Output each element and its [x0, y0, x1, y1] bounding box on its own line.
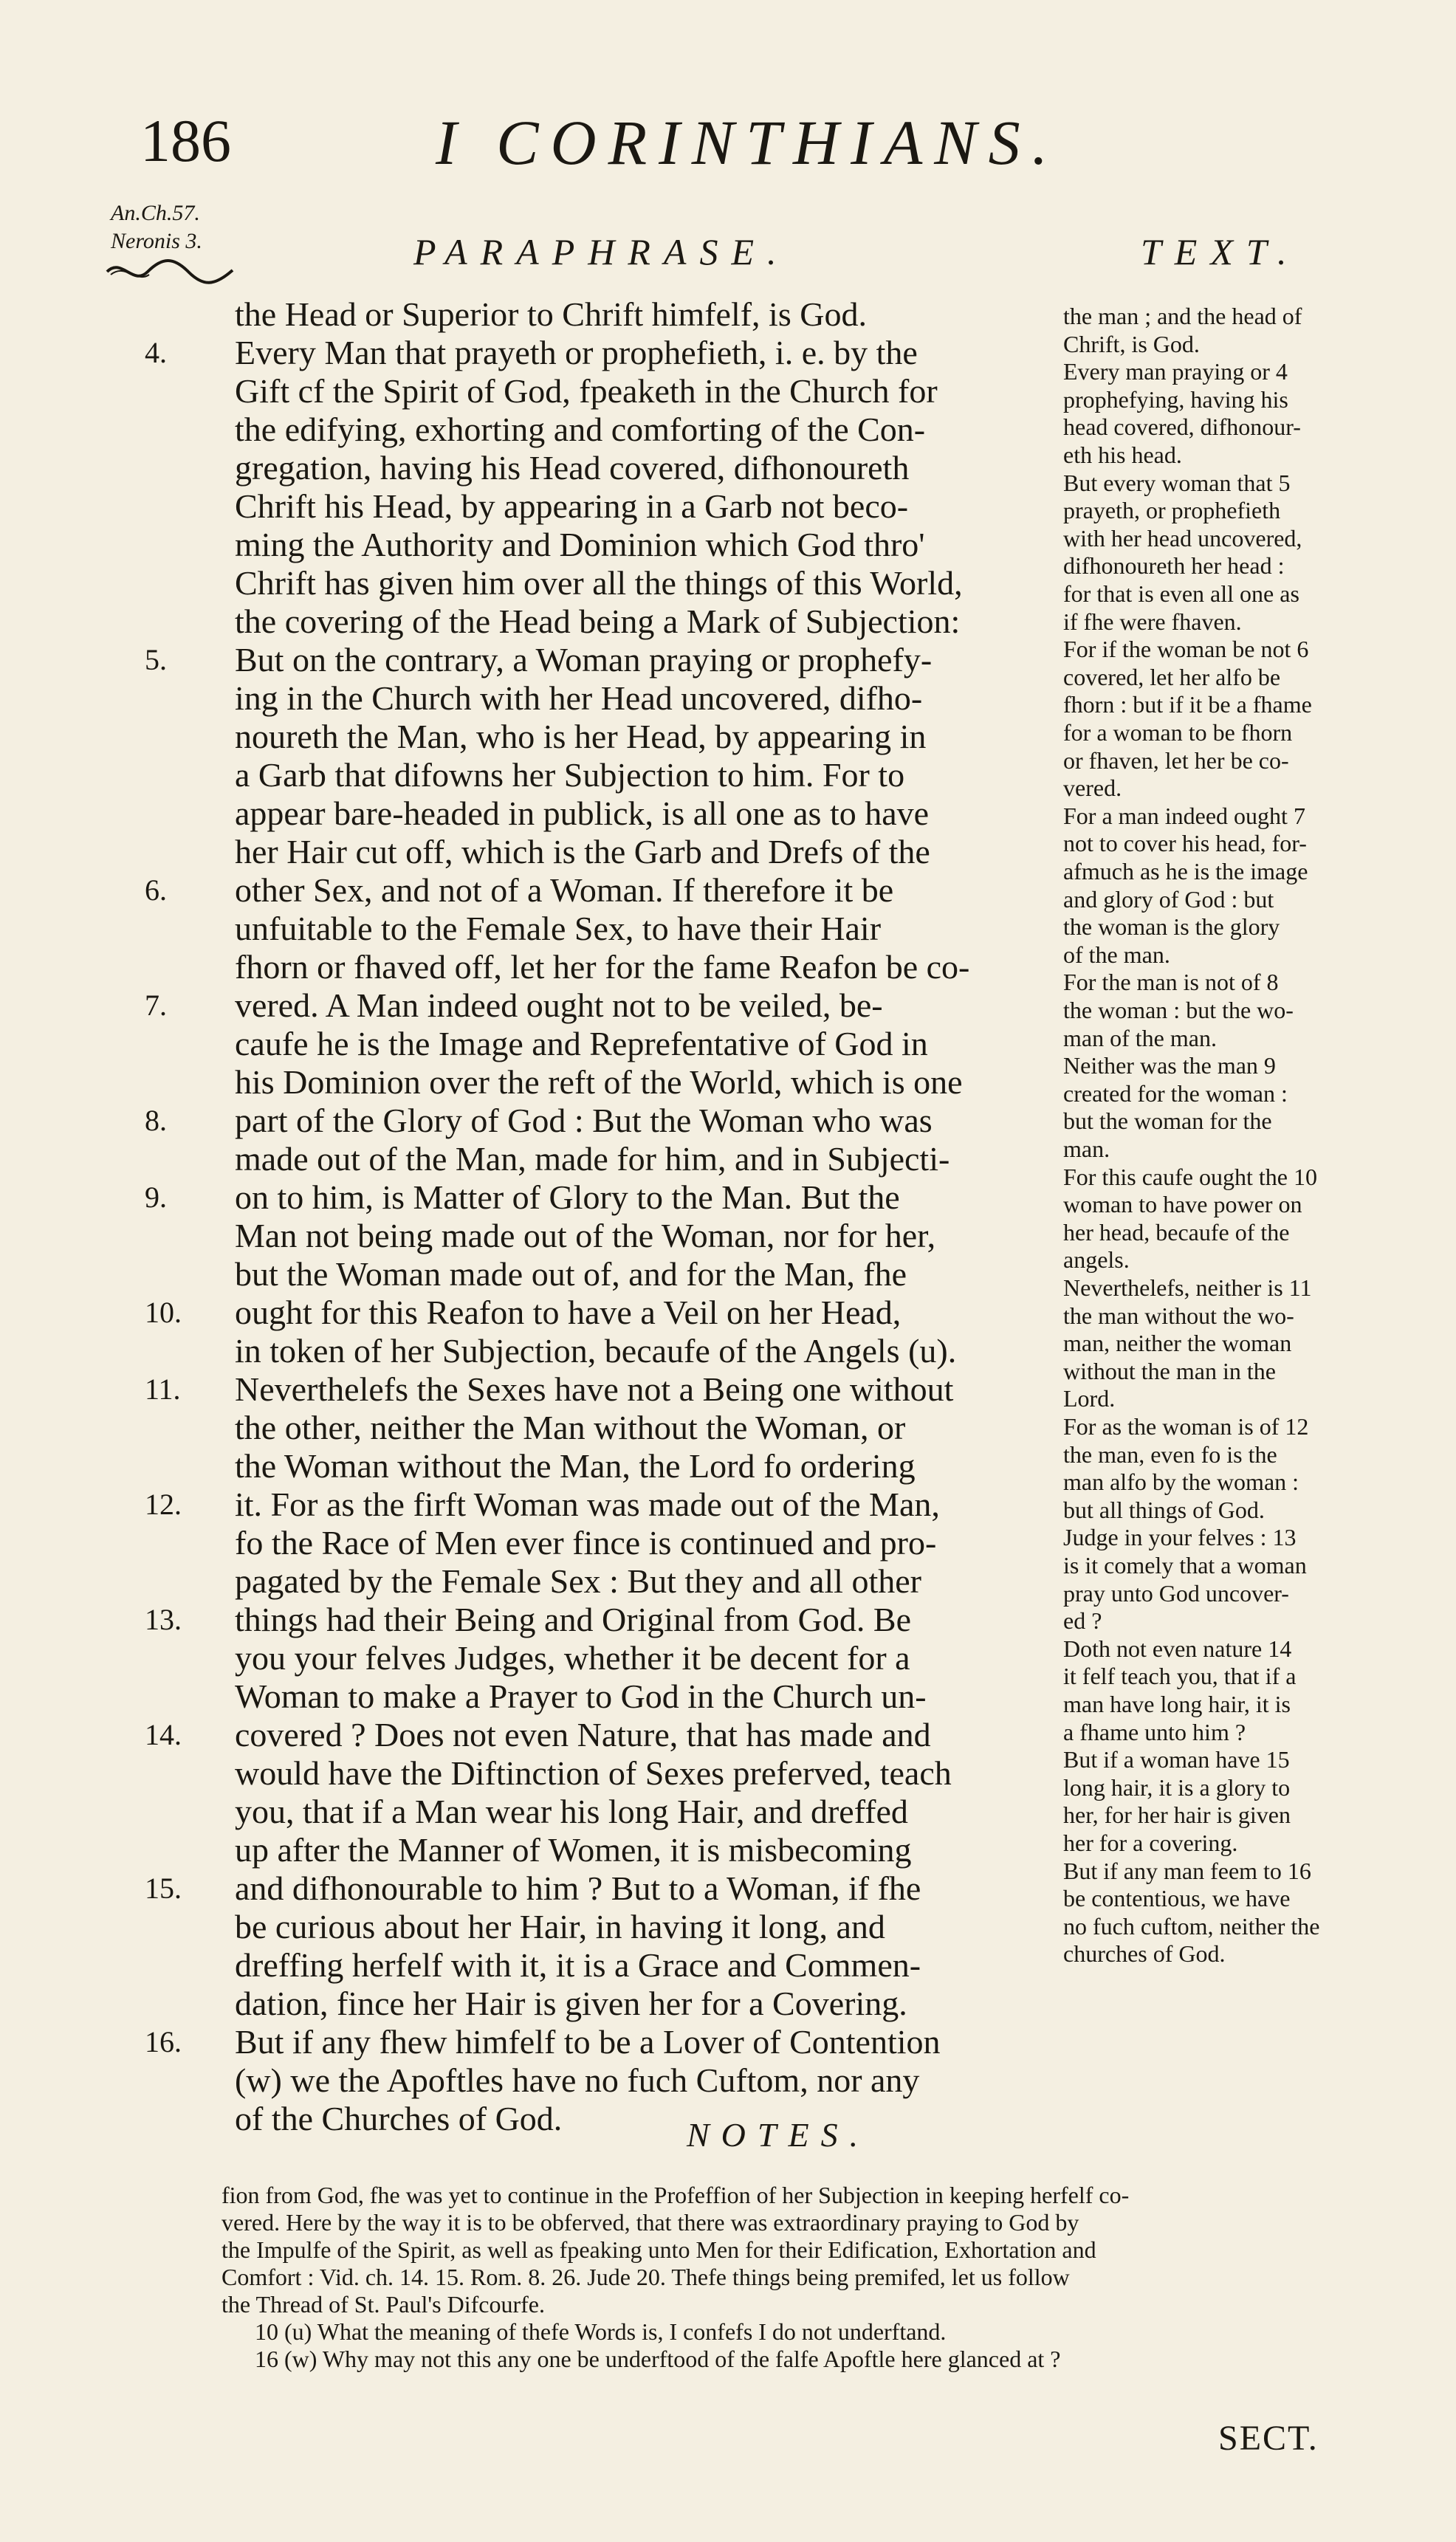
- side-note-year: [111, 199, 202, 255]
- verse-number: 6.: [145, 873, 167, 907]
- paraphrase-line: would have the Diftinction of Sexes preferved, teach: [235, 1754, 952, 1792]
- paraphrase-line: pagated by the Female Sex : But they and all other: [235, 1562, 921, 1600]
- ornament-flourish-icon: [103, 257, 236, 286]
- note-line: Comfort : Vid. ch. 14. 15. Rom. 8. 26. Jude 20. Thefe things being premifed, let us follow: [222, 2264, 1070, 2290]
- verse-number: 7.: [145, 989, 167, 1022]
- paraphrase-line: on to him, is Matter of Glory to the Man. But the: [235, 1178, 900, 1216]
- paraphrase-line: Chrift has given him over all the things of this World,: [235, 564, 963, 602]
- text-line: no fuch cuftom, neither the: [1063, 1913, 1320, 1940]
- text-line: Neverthelefs, neither is 11: [1063, 1274, 1312, 1301]
- note-line: fion from God, fhe was yet to continue in the Profeffion of her Subjection in keeping herfelf co-: [222, 2182, 1130, 2208]
- text-line: Neither was the man 9: [1063, 1052, 1276, 1079]
- text-line: man have long hair, it is: [1063, 1691, 1291, 1717]
- paraphrase-line: vered. A Man indeed ought not to be veiled, be-: [235, 986, 883, 1024]
- text-line: her head, becaufe of the: [1063, 1219, 1290, 1246]
- paraphrase-line: in token of her Subjection, becaufe of the Angels (u).: [235, 1332, 957, 1370]
- paraphrase-line: unfuitable to the Female Sex, to have their Hair: [235, 910, 882, 947]
- paraphrase-line: the covering of the Head being a Mark of Subjection:: [235, 602, 961, 640]
- text-line: fhorn : but if it be a fhame: [1063, 691, 1312, 718]
- text-line: For if the woman be not 6: [1063, 636, 1309, 662]
- paraphrase-line: and difhonourable to him ? But to a Woman, if fhe: [235, 1869, 921, 1907]
- paraphrase-line: made out of the Man, made for him, and in Subjecti-: [235, 1140, 950, 1178]
- text-line: man alfo by the woman :: [1063, 1468, 1299, 1495]
- text-line: of the man.: [1063, 941, 1170, 968]
- running-title: I CORINTHIANS.: [436, 107, 1060, 178]
- note-line: the Impulfe of the Spirit, as well as fpeaking unto Men for their Edification, Exhortation and: [222, 2236, 1096, 2263]
- paraphrase-line: (w) we the Apoftles have no fuch Cuftom, nor any: [235, 2061, 920, 2099]
- paraphrase-line: ing in the Church with her Head uncovered, difho-: [235, 679, 923, 717]
- note-line: 10 (u) What the meaning of thefe Words is, I confefs I do not underftand.: [255, 2318, 947, 2345]
- text-line: man.: [1063, 1136, 1110, 1162]
- text-line: not to cover his head, for-: [1063, 830, 1307, 856]
- side-note-line: Neronis 3.: [111, 228, 202, 253]
- paraphrase-line: Neverthelefs the Sexes have not a Being one without: [235, 1370, 954, 1408]
- text-line: the man ; and the head of: [1063, 303, 1302, 329]
- paraphrase-line: the Head or Superior to Chrift himfelf, is God.: [235, 295, 867, 333]
- text-line: her for a covering.: [1063, 1830, 1238, 1856]
- verse-number: 4.: [145, 336, 167, 369]
- text-line: man of the man.: [1063, 1025, 1217, 1051]
- verse-number: 13.: [145, 1603, 182, 1636]
- text-line: pray unto God uncover-: [1063, 1580, 1289, 1607]
- text-line: the woman is the glory: [1063, 913, 1280, 940]
- notes-heading: NOTES.: [687, 2116, 870, 2154]
- paraphrase-line: Every Man that prayeth or prophefieth, i. e. by the: [235, 334, 918, 371]
- paraphrase-line: But if any fhew himfelf to be a Lover of Contention: [235, 2023, 941, 2061]
- verse-number: 16.: [145, 2025, 182, 2058]
- paraphrase-line: of the Churches of God.: [235, 2100, 563, 2137]
- text-line: For as the woman is of 12: [1063, 1413, 1309, 1440]
- text-line: be contentious, we have: [1063, 1885, 1291, 1911]
- text-line: For a man indeed ought 7: [1063, 803, 1305, 829]
- paraphrase-line: the Woman without the Man, the Lord fo ordering: [235, 1447, 916, 1485]
- text-line: Judge in your felves : 13: [1063, 1524, 1297, 1550]
- text-line: prophefying, having his: [1063, 386, 1288, 413]
- text-line: prayeth, or prophefieth: [1063, 497, 1281, 523]
- verse-number: 9.: [145, 1181, 167, 1214]
- paraphrase-line: a Garb that difowns her Subjection to him. For to: [235, 756, 905, 794]
- paraphrase-line: noureth the Man, who is her Head, by appearing in: [235, 718, 927, 755]
- page-number: 186: [140, 107, 231, 174]
- paraphrase-line: things had their Being and Original from God. Be: [235, 1601, 912, 1638]
- paraphrase-line: covered ? Does not even Nature, that has made and: [235, 1716, 931, 1753]
- paraphrase-line: the edifying, exhorting and comforting of the Con-: [235, 411, 926, 448]
- text-line: vered.: [1063, 774, 1122, 801]
- paraphrase-line: dation, fince her Hair is given her for a Covering.: [235, 1985, 907, 2022]
- paraphrase-line: dreffing herfelf with it, it is a Grace and Commen-: [235, 1946, 921, 1984]
- note-line: the Thread of St. Paul's Difcourfe.: [222, 2291, 545, 2318]
- text-line: But every woman that 5: [1063, 470, 1291, 496]
- text-line: for a woman to be fhorn: [1063, 719, 1293, 746]
- text-line: angels.: [1063, 1246, 1130, 1273]
- text-line: For this caufe ought the 10: [1063, 1164, 1317, 1190]
- text-line: afmuch as he is the image: [1063, 858, 1308, 884]
- paraphrase-line: fhorn or fhaved off, let her for the fame Reafon be co-: [235, 948, 970, 986]
- text-line: it felf teach you, that if a: [1063, 1663, 1297, 1689]
- paraphrase-line: ming the Authority and Dominion which God thro': [235, 526, 925, 563]
- text-line: and glory of God : but: [1063, 886, 1274, 913]
- text-line: if fhe were fhaven.: [1063, 608, 1242, 635]
- text-line: But if any man feem to 16: [1063, 1858, 1311, 1884]
- side-note-line: An.Ch.57.: [111, 201, 200, 225]
- text-line: created for the woman :: [1063, 1080, 1288, 1107]
- paraphrase-line: appear bare-headed in publick, is all one as to have: [235, 794, 930, 832]
- catchword: SECT.: [1218, 2419, 1319, 2458]
- text-line: but the woman for the: [1063, 1107, 1272, 1134]
- text-line: her, for her hair is given: [1063, 1801, 1291, 1828]
- text-line: difhonoureth her head :: [1063, 552, 1285, 579]
- paraphrase-line: gregation, having his Head covered, difhonoureth: [235, 449, 910, 487]
- note-line: 16 (w) Why may not this any one be underftood of the falfe Apoftle here glanced at ?: [255, 2346, 1061, 2372]
- paraphrase-line: Woman to make a Prayer to God in the Church un-: [235, 1677, 927, 1715]
- paraphrase-line: you your felves Judges, whether it be decent for a: [235, 1639, 910, 1677]
- note-line: vered. Here by the way it is to be obferved, that there was extraordinary praying to God by: [222, 2209, 1079, 2236]
- paraphrase-line: ought for this Reafon to have a Veil on her Head,: [235, 1294, 902, 1331]
- paraphrase-line: other Sex, and not of a Woman. If therefore it be: [235, 871, 894, 909]
- paraphrase-line: you, that if a Man wear his long Hair, and dreffed: [235, 1793, 908, 1830]
- column-heading-paraphrase: PARAPHRASE.: [413, 231, 790, 272]
- paraphrase-line: the other, neither the Man without the Woman, or: [235, 1409, 906, 1446]
- text-line: covered, let her alfo be: [1063, 664, 1281, 690]
- text-line: woman to have power on: [1063, 1191, 1302, 1217]
- verse-number: 11.: [145, 1373, 181, 1406]
- verse-number: 14.: [145, 1718, 182, 1751]
- text-line: but all things of God.: [1063, 1497, 1265, 1523]
- verse-number: 5.: [145, 643, 167, 676]
- text-line: with her head uncovered,: [1063, 525, 1302, 552]
- text-line: For the man is not of 8: [1063, 969, 1279, 995]
- text-line: churches of God.: [1063, 1940, 1226, 1967]
- text-line: without the man in the: [1063, 1358, 1276, 1384]
- paraphrase-line: part of the Glory of God : But the Woman who was: [235, 1102, 933, 1139]
- text-line: the woman : but the wo-: [1063, 997, 1294, 1023]
- text-line: long hair, it is a glory to: [1063, 1774, 1291, 1801]
- text-line: ed ?: [1063, 1607, 1102, 1634]
- paraphrase-line: caufe he is the Image and Reprefentative of God in: [235, 1025, 928, 1062]
- text-line: Every man praying or 4: [1063, 358, 1288, 385]
- text-line: Chrift, is God.: [1063, 331, 1200, 357]
- paraphrase-line: be curious about her Hair, in having it long, and: [235, 1908, 885, 1945]
- paraphrase-line: her Hair cut off, which is the Garb and Drefs of the: [235, 833, 930, 870]
- text-line: is it comely that a woman: [1063, 1552, 1307, 1579]
- paraphrase-line: Gift cf the Spirit of God, fpeaketh in the Church for: [235, 372, 938, 410]
- paraphrase-line: but the Woman made out of, and for the Man, fhe: [235, 1255, 907, 1293]
- text-line: Lord.: [1063, 1385, 1116, 1412]
- verse-number: 10.: [145, 1296, 182, 1329]
- paraphrase-line: Chrift his Head, by appearing in a Garb not beco-: [235, 487, 909, 525]
- verse-number: 12.: [145, 1488, 182, 1521]
- text-line: head covered, difhonour-: [1063, 413, 1301, 440]
- paraphrase-line: it. For as the firft Woman was made out of the Man,: [235, 1485, 940, 1523]
- text-line: But if a woman have 15: [1063, 1746, 1290, 1773]
- text-line: a fhame unto him ?: [1063, 1719, 1246, 1745]
- paraphrase-line: Man not being made out of the Woman, nor for her,: [235, 1217, 936, 1254]
- verse-number: 15.: [145, 1872, 182, 1905]
- text-line: man, neither the woman: [1063, 1330, 1292, 1356]
- paraphrase-line: But on the contrary, a Woman praying or prophefy-: [235, 641, 933, 679]
- text-line: Doth not even nature 14: [1063, 1635, 1292, 1662]
- paraphrase-line: his Dominion over the reft of the World, which is one: [235, 1063, 963, 1101]
- verse-number: 8.: [145, 1104, 167, 1137]
- paraphrase-line: up after the Manner of Women, it is misbecoming: [235, 1831, 912, 1869]
- text-line: the man without the wo-: [1063, 1302, 1294, 1329]
- text-line: eth his head.: [1063, 442, 1182, 468]
- text-line: the man, even fo is the: [1063, 1441, 1277, 1468]
- column-heading-text: TEXT.: [1141, 231, 1300, 272]
- text-line: for that is even all one as: [1063, 580, 1299, 607]
- text-line: or fhaven, let her be co-: [1063, 747, 1289, 774]
- paraphrase-line: fo the Race of Men ever fince is continued and pro-: [235, 1524, 937, 1562]
